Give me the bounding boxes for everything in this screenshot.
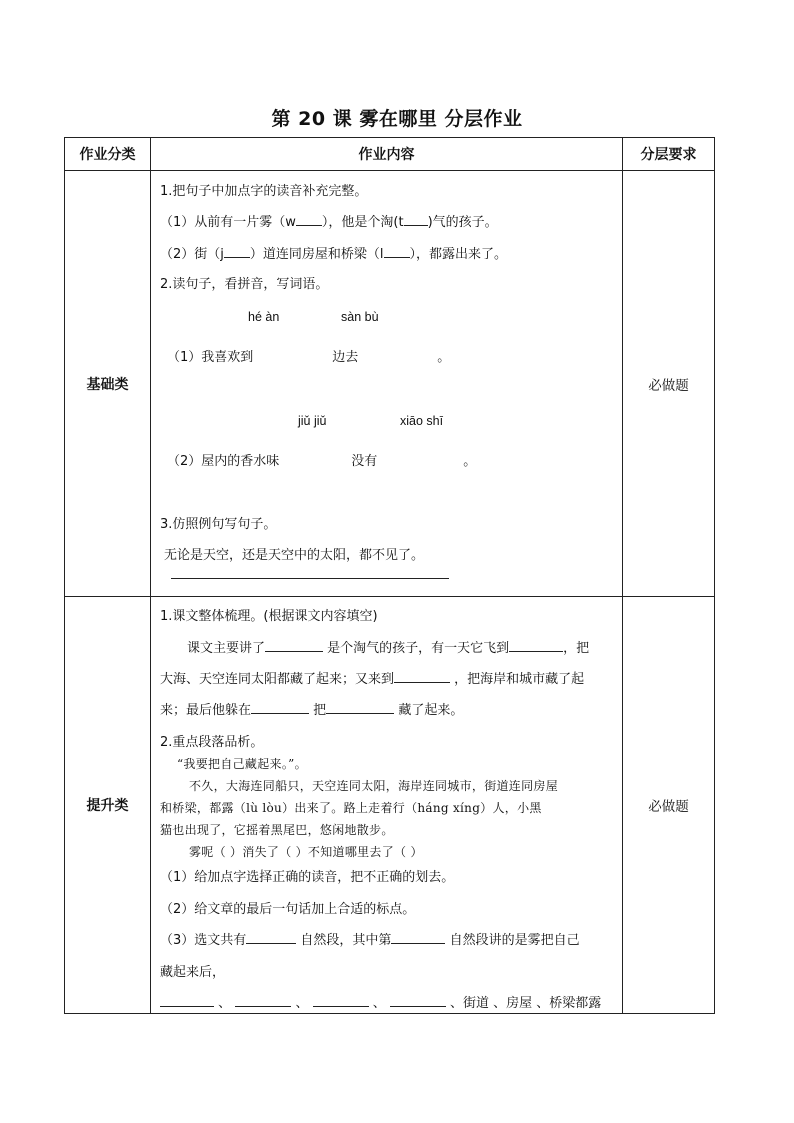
- content-basic: [151, 171, 623, 597]
- basic-q3: 3.仿照例句写句子。: [160, 517, 277, 532]
- requirement-basic: 必做题: [623, 171, 715, 597]
- pinyin-xiaoshi: xiāo shī: [400, 414, 444, 428]
- adv-q2: 2.重点段落品析。: [160, 735, 264, 750]
- blank[interactable]: [265, 639, 323, 652]
- adv-sq1: （1）给加点字选择正确的读音，把不正确的划去。: [160, 870, 455, 885]
- blank[interactable]: [509, 639, 563, 652]
- adv-sq3: （3）选文共有 自然段，其中第 自然段讲的是雾把自己: [160, 933, 580, 948]
- blank[interactable]: [251, 701, 309, 714]
- category-basic: 基础类: [65, 171, 151, 597]
- passage-line-4: 雾呢（ ）消失了（ ）不知道哪里去了（ ）: [189, 845, 423, 859]
- basic-q3-example: 无论是天空，还是天空中的太阳，都不见了。: [164, 548, 425, 563]
- blank[interactable]: [384, 245, 410, 258]
- blank[interactable]: [390, 994, 446, 1007]
- table-row-basic: [65, 171, 715, 597]
- pinyin-jiujiu: jiǔ jiǔ: [298, 414, 327, 428]
- adv-sq3-cont: 藏起来后，: [160, 965, 226, 980]
- header-requirement: 分层要求: [623, 138, 715, 171]
- blank[interactable]: [326, 701, 394, 714]
- basic-q2-1: （1）我喜欢到 边去 。: [167, 350, 451, 365]
- category-advanced: 提升类: [65, 597, 151, 1014]
- adv-sq2: （2）给文章的最后一句话加上合适的标点。: [160, 902, 416, 917]
- table-row-advanced: [65, 597, 715, 1014]
- header-content: 作业内容: [151, 138, 623, 171]
- passage-line-3: 猫也出现了，它摇着黑尾巴，悠闲地散步。: [160, 823, 394, 837]
- blank[interactable]: [246, 931, 296, 944]
- pinyin-hean: hé àn: [248, 310, 280, 324]
- content-advanced: [151, 597, 623, 1014]
- requirement-advanced: 必做题: [623, 597, 715, 1014]
- blank[interactable]: [313, 994, 369, 1007]
- basic-q2-2: （2）屋内的香水味 没有 。: [167, 454, 477, 469]
- passage-line-1: 不久，大海连同船只，天空连同太阳，海岸连同城市，街道连同房屋: [189, 779, 559, 793]
- table-header-row: [65, 138, 715, 171]
- blank[interactable]: [296, 213, 322, 226]
- pinyin-sanbu: sàn bù: [341, 310, 379, 324]
- adv-p2: 大海、天空连同太阳都藏了起来；又来到 ，把海岸和城市藏了起: [160, 672, 585, 687]
- basic-q1: 1.把句子中加点字的读音补充完整。: [160, 184, 368, 199]
- page-title: 第 20 课 雾在哪里 分层作业: [271, 108, 523, 130]
- basic-q1-2: （2）街（j ）道连同房屋和桥梁（l ），都露出来了。: [160, 247, 508, 262]
- header-category: 作业分类: [65, 138, 151, 171]
- blank[interactable]: [404, 213, 428, 226]
- blank[interactable]: [391, 931, 445, 944]
- blank[interactable]: [224, 245, 250, 258]
- adv-q1: 1.课文整体梳理。(根据课文内容填空): [160, 609, 378, 624]
- homework-table: [64, 137, 715, 1014]
- blank[interactable]: [160, 994, 214, 1007]
- basic-q1-1: （1）从前有一片雾（w ），他是个淘(t )气的孩子。: [160, 215, 498, 230]
- adv-sq3-blanks: 、 、 、 、街道 、房屋 、桥梁都露: [160, 992, 601, 1011]
- basic-q2: 2.读句子，看拼音，写词语。: [160, 277, 329, 292]
- passage-quote: “我要把自己藏起来。”。: [177, 757, 307, 771]
- adv-p3: 来；最后他躲在 把 藏了起来。: [160, 703, 464, 718]
- blank[interactable]: [394, 670, 450, 683]
- passage-line-2: 和桥梁，都露（lù lòu）出来了。路上走着行（háng xíng）人，小黑: [160, 801, 542, 815]
- blank[interactable]: [235, 994, 291, 1007]
- adv-p1: 课文主要讲了 是个淘气的孩子，有一天它飞到 ，把: [187, 641, 590, 656]
- answer-line[interactable]: [171, 578, 449, 579]
